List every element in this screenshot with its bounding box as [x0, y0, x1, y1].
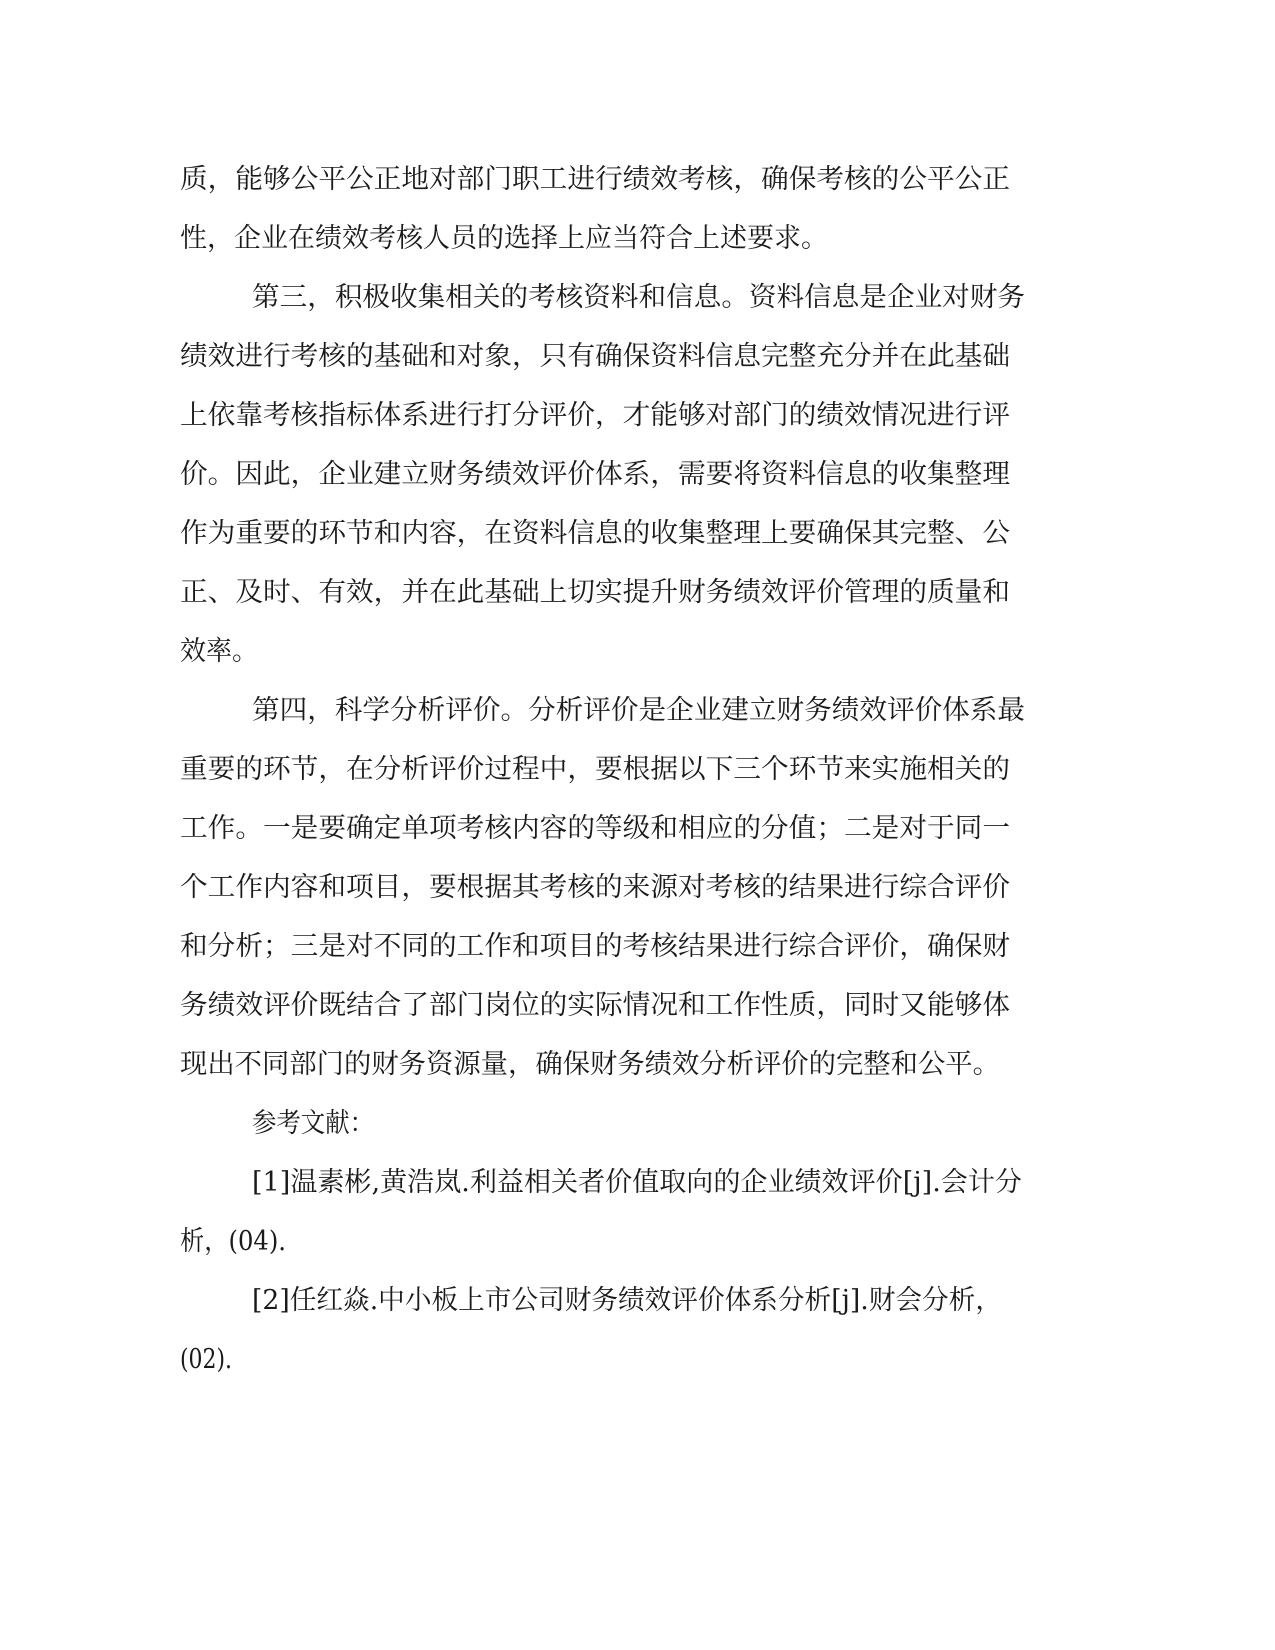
reference-entry-continuation: [0, 1340, 1275, 1380]
line-text: 价。因此，企业建立财务绩效评价体系，需要将资料信息的收集整理: [180, 459, 1011, 490]
body-line: [0, 160, 1275, 200]
line-text: (02).: [180, 1344, 232, 1375]
line-text: 务绩效评价既结合了部门岗位的实际情况和工作性质，同时又能够体: [180, 990, 1011, 1021]
line-text: 质，能够公平公正地对部门职工进行绩效考核，确保考核的公平公正: [180, 164, 1011, 195]
line-text: 上依靠考核指标体系进行打分评价，才能够对部门的绩效情况进行评: [180, 400, 1011, 431]
line-text: 重要的环节，在分析评价过程中，要根据以下三个环节来实施相关的: [180, 754, 1011, 785]
body-line: [0, 868, 1275, 908]
line-text: 现出不同部门的财务资源量，确保财务绩效分析评价的完整和公平。: [180, 1049, 1000, 1080]
line-text: [2]任红焱.中小板上市公司财务绩效评价体系分析[j].财会分析，: [252, 1285, 1002, 1316]
line-text: 析，(04).: [180, 1226, 287, 1257]
body-line: [0, 396, 1275, 436]
paragraph-first-line: [0, 278, 1275, 318]
line-text: 参考文献：: [252, 1108, 374, 1139]
paragraph-first-line: [0, 691, 1275, 731]
references-heading: [0, 1104, 1275, 1144]
body-line: [0, 337, 1275, 377]
line-text: 和分析；三是对不同的工作和项目的考核结果进行综合评价，确保财: [180, 931, 1011, 962]
line-text: 效率。: [180, 636, 259, 667]
line-text: 绩效进行考核的基础和对象，只有确保资料信息完整充分并在此基础: [180, 341, 1011, 372]
body-line: [0, 455, 1275, 495]
body-line: [0, 573, 1275, 613]
body-line: [0, 750, 1275, 790]
line-text: 性，企业在绩效考核人员的选择上应当符合上述要求。: [180, 223, 828, 254]
line-text: 第三，积极收集相关的考核资料和信息。资料信息是企业对财务: [252, 282, 1026, 313]
body-line: [0, 514, 1275, 554]
reference-entry: [0, 1163, 1275, 1203]
reference-entry: [0, 1281, 1275, 1321]
line-text: 正、及时、有效，并在此基础上切实提升财务绩效评价管理的质量和: [180, 577, 1011, 608]
line-text: [1]温素彬,黄浩岚.利益相关者价值取向的企业绩效评价[j].会计分: [252, 1167, 1022, 1198]
body-line: [0, 1045, 1275, 1085]
body-line: [0, 809, 1275, 849]
body-line: [0, 927, 1275, 967]
body-line: [0, 986, 1275, 1026]
reference-entry-continuation: [0, 1222, 1275, 1262]
line-text: 工作。一是要确定单项考核内容的等级和相应的分值；二是对于同一: [180, 813, 1011, 844]
line-text: 第四，科学分析评价。分析评价是企业建立财务绩效评价体系最: [252, 695, 1026, 726]
line-text: 作为重要的环节和内容，在资料信息的收集整理上要确保其完整、公: [180, 518, 1011, 549]
body-line: [0, 219, 1275, 259]
body-line: [0, 632, 1275, 672]
line-text: 个工作内容和项目，要根据其考核的来源对考核的结果进行综合评价: [180, 872, 1011, 903]
